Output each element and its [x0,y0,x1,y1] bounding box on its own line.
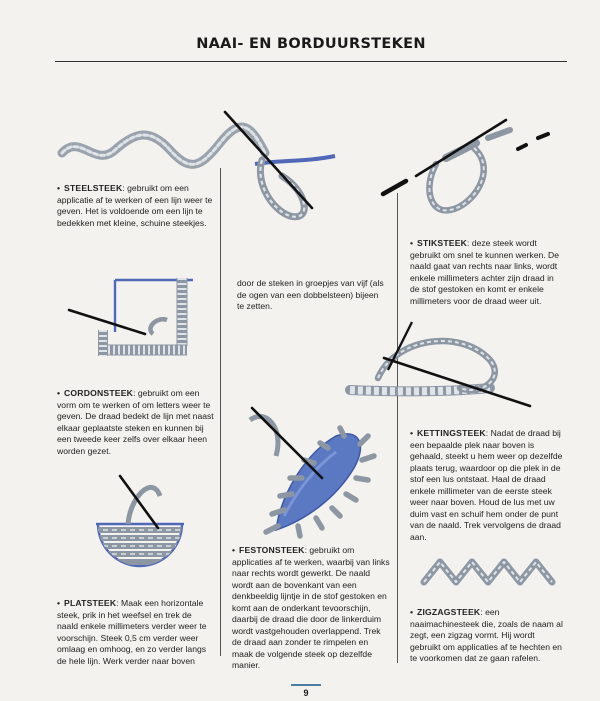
cordonsteek-illustration [65,268,205,366]
zigzagsteek-term: ZIGZAGSTEEK [417,607,481,617]
kettingsteek-term: KETTINGSTEEK [417,428,486,438]
bullet: • [57,598,61,608]
zigzagsteek-text: : een naaimachinesteek die, zoals de naam al zegt, een zigzag vormt. Hij wordt gebruikt om applicaties af te hechten en te voorkomen dat ze gaan rafelen. [410,607,563,663]
header-rule [55,61,567,62]
platsteek-text: : Maak een horizontale steek, prik in het weefsel en trek de naald enkele millimeters verder weer te voorschijn. Steek 0,5 cm verder weer omlaag en omhoog, en zo verder langs de hele lijn. Werk verder naar boven [57,598,207,666]
platsteek-continued-description [237,278,387,313]
platsteek-term: PLATSTEEK [64,598,117,608]
stiksteek-illustration [378,118,578,228]
zigzagsteek-description [410,607,565,665]
bullet: • [232,545,236,555]
festonsteek-description [232,545,390,672]
column-divider [397,193,398,663]
platsteek-illustration [90,468,190,578]
bullet: • [410,607,414,617]
page-number: 9 [303,688,309,698]
stiksteek-term: STIKSTEEK [417,238,468,248]
page-number-rule [291,684,321,686]
steelsteek-term: STEELSTEEK [64,183,123,193]
steelsteek-text: : gebruikt om een applicatie af te werken of een lijn weer te geven. Het is voldoende om een lijn te bedekken met kleine, schuine steekjes. [57,183,213,228]
stiksteek-description [410,238,565,307]
cordonsteek-text: : gebruikt om een vorm om te werken of om letters weer te geven. De draad bedekt de lijn met naast elkaar geplaatste steken en kunnen bij een tweede keer zelfs over elkaar heen worden gezet. [57,388,214,456]
stiksteek-text: : deze steek wordt gebruikt om snel te kunnen werken. De naald gaat van rechts naar links, wordt enkele millimeters achter zijn draad in de stof gestoken en komt er enkele millimeters voor de draad weer uit. [410,238,560,306]
festonsteek-illustration [236,398,386,540]
cordonsteek-description [57,388,215,457]
bullet: • [57,183,61,193]
steelsteek-description [57,183,217,229]
zigzagsteek-illustration [418,550,568,592]
festonsteek-term: FESTONSTEEK [239,545,305,555]
kettingsteek-text: : Nadat de draad bij een bepaalde plek naar boven is gehaald, steekt u hem weer op dezelfde plaats terug, waardoor op die plek in de stof een lus ontstaat. Haal de draad enkele millimeter van de eerste steek weer naar boven. Houd de lus met uw duim vast en schuif hem onder de punt van de naald. Trek vervolgens de draad aan. [410,428,563,542]
platsteek-continued-text: door de steken in groepjes van vijf (als de ogen van een dobbelsteen) bijeen te zetten. [237,278,384,311]
bullet: • [410,238,414,248]
platsteek-description [57,598,215,667]
kettingsteek-description [410,428,565,543]
cordonsteek-term: CORDONSTEEK [64,388,134,398]
bullet: • [410,428,414,438]
festonsteek-text: : gebruikt om applicaties af te werken, waarbij van links naar rechts wordt gewerkt. De naald wordt aan de bovenkant van een denkbeeldig lijntje in de stof gestoken en komt aan de onderkant tevoorschijn, daarbij de draad die door de linkerduim wordt vastgehouden overlappend. Trek de draad aan zonder te rimpelen en maak de volgende steek op dezelfde manier. [232,545,390,670]
bullet: • [57,388,61,398]
page-title: NAAI- EN BORDUURSTEKEN [196,36,426,52]
